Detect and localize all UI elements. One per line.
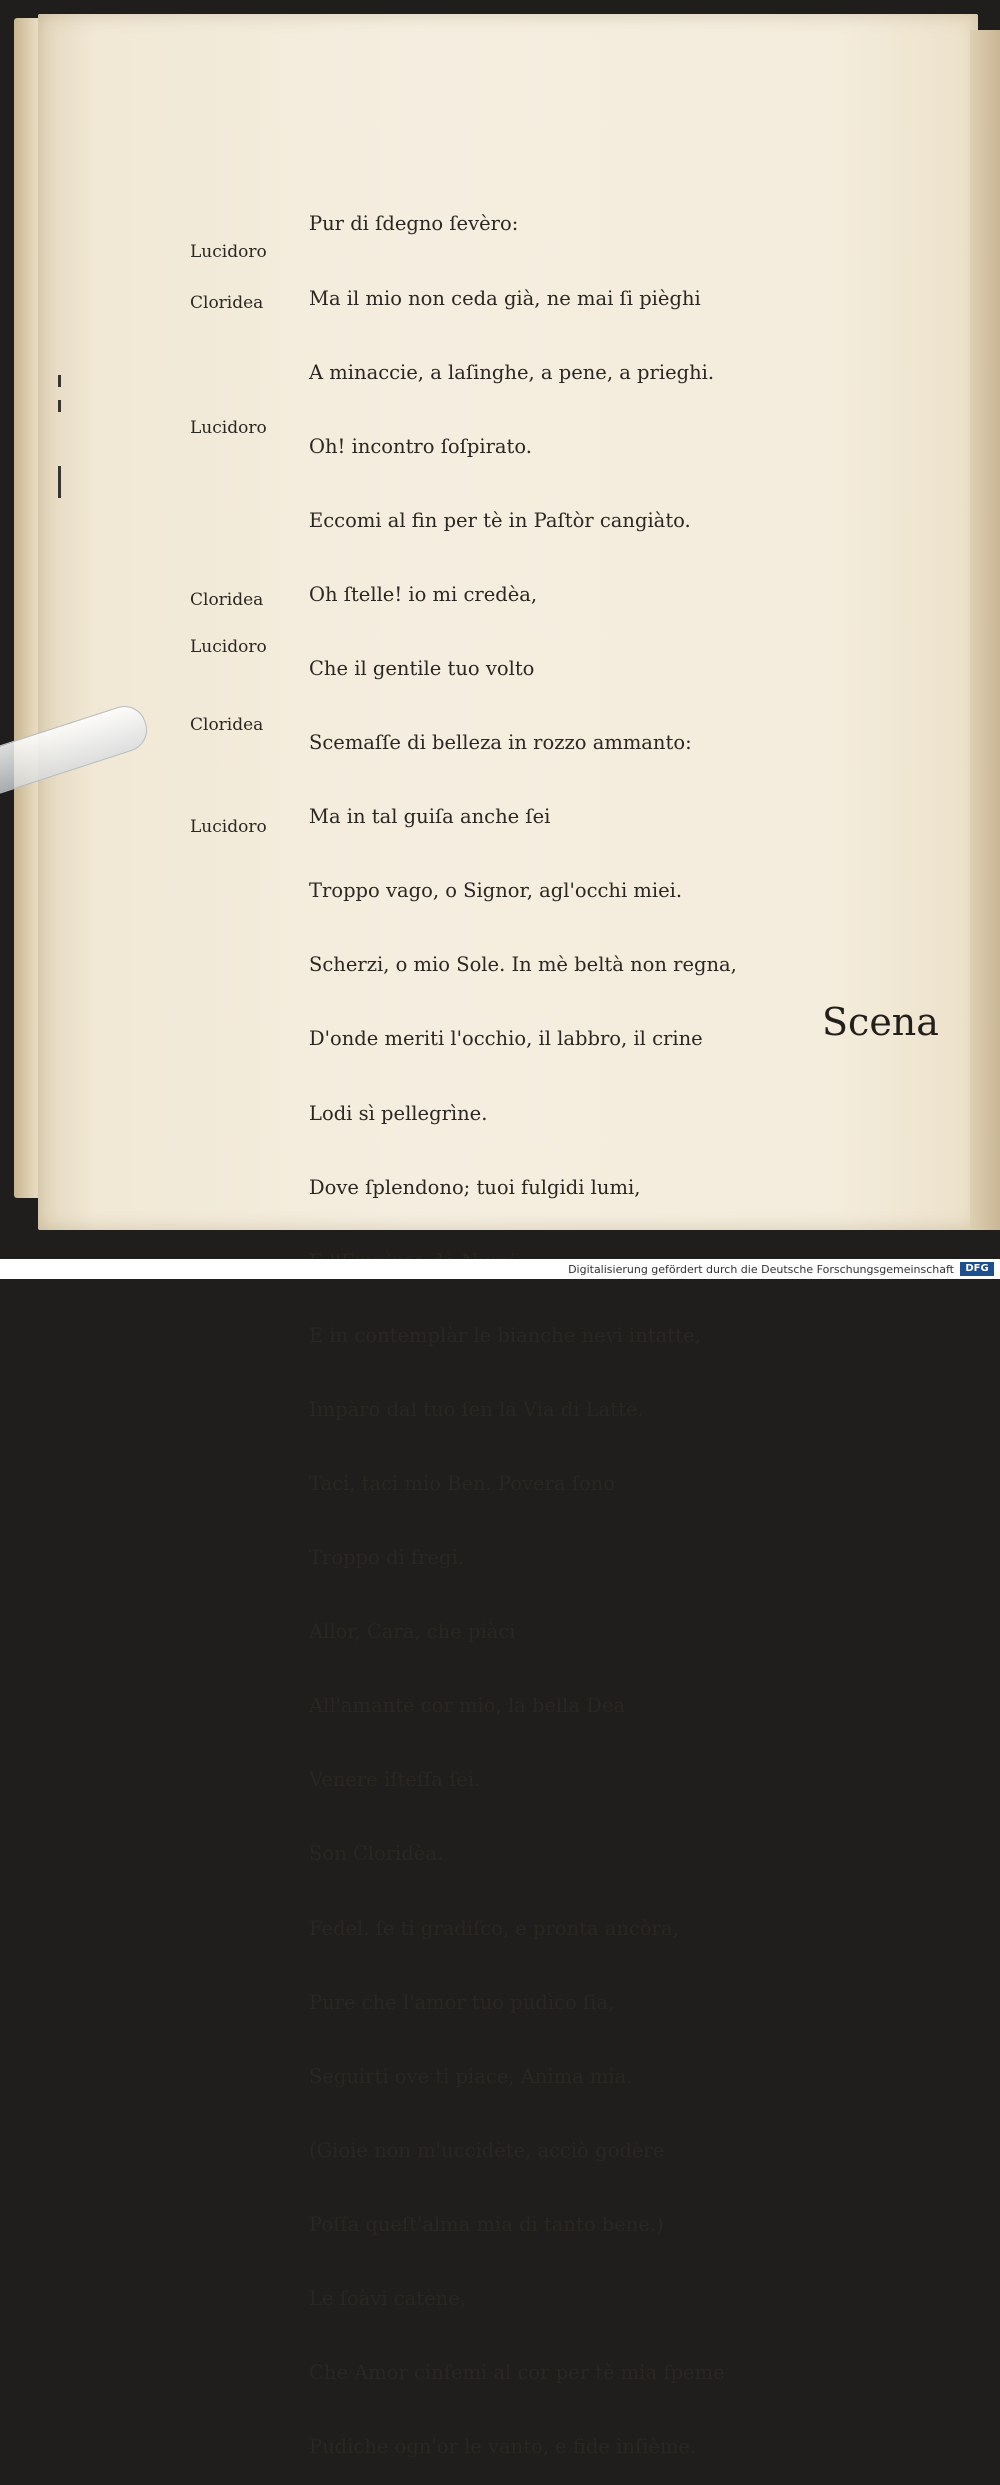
verse-line: Fedel. ſe ti gradiſco, e pronta ancòra, — [309, 1916, 679, 1940]
verse-line: Impàro dal tuo ſen la Via di Latte. — [309, 1397, 644, 1421]
verse-line: Lodi sì pellegrìne. — [309, 1101, 488, 1125]
verse-line: Che Amor cinſemi al cor per tè mia ſpeme — [309, 2361, 725, 2385]
verse-line: Taci, taci mio Ben. Povera ſono — [309, 1472, 616, 1495]
verse-line: Pure che l'amor tuo pudìco ſia, — [309, 1990, 615, 2014]
speaker-label: Lucidoro — [190, 817, 267, 837]
verse-line: Oh ſtelle! io mi credèa, — [309, 582, 538, 606]
speaker-label: Lucidoro — [190, 637, 267, 657]
verse-line: Ma in tal guiſa anche ſei — [309, 805, 551, 829]
verse-line: Oh! incontro ſoſpirato. — [309, 434, 532, 458]
verse-line: Le ſoàvi catène, — [309, 2287, 466, 2311]
speaker-label: Cloridea — [190, 590, 264, 610]
verse-line: Venere iſteſſa ſei. — [309, 1768, 481, 1792]
verse-line: Son Cloridèa. — [309, 1842, 444, 1866]
dfg-logo-icon: DFG — [960, 1262, 994, 1276]
verse-line: Scherzi, o mio Sole. In mè beltà non regna, — [309, 953, 737, 977]
footer-credit: Digitalisierung gefördert durch die Deutsche Forschungsgemeinschaft — [568, 1263, 954, 1276]
footer-bar — [0, 1259, 1000, 1279]
margin-mark — [58, 375, 61, 387]
verse-line: Troppo di fregi. — [309, 1546, 464, 1570]
verse-line: Dove ſplendono; tuoi fulgidi lumi, — [309, 1175, 641, 1199]
verse-line: Poſſa queſt'alma mia di tanto bene.) — [309, 2212, 664, 2236]
verse-line: Seguirti ove ti piace, Anima mia. — [309, 2064, 633, 2088]
verse-line: Pur di ſdegno ſevèro: — [309, 212, 519, 236]
margin-mark — [58, 400, 61, 412]
verse-line: Eccomi al fin per tè in Paſtòr cangiàto. — [309, 508, 691, 532]
verse-line: D'onde meriti l'occhio, il labbro, il crine — [309, 1027, 703, 1051]
verse-line: E in contemplàr le bianche nevi intatte, — [309, 1323, 701, 1347]
margin-mark — [58, 466, 61, 498]
catchword: Scena — [822, 1000, 939, 1044]
verse-line: Ma il mio non ceda già, ne mai ſi pièghi — [309, 286, 701, 310]
speaker-label: Lucidoro — [190, 242, 267, 262]
verse-text — [309, 163, 737, 2485]
verse-line: All'amante cor mio, la bella Dea — [309, 1694, 626, 1718]
next-page-edge — [970, 30, 1000, 1230]
verse-line: (Gioie non m'uccidète, acciò godère — [309, 2138, 665, 2162]
speaker-label: Cloridea — [190, 715, 264, 735]
verse-line: Allor, Cara, che piàci — [309, 1620, 516, 1644]
verse-line: Pudiche ogn'or le vanto, e fide inſième. — [309, 2435, 697, 2459]
verse-line: Troppo vago, o Signor, agl'occhi miei. — [309, 879, 683, 903]
verse-line: Scemaſſe di belleza in rozzo ammanto: — [309, 731, 692, 755]
speaker-label: Lucidoro — [190, 418, 267, 438]
speaker-label: Cloridea — [190, 293, 264, 313]
verse-line: A minaccie, a laſinghe, a pene, a prieghi. — [309, 360, 715, 384]
verse-line: Che il gentile tuo volto — [309, 656, 535, 680]
